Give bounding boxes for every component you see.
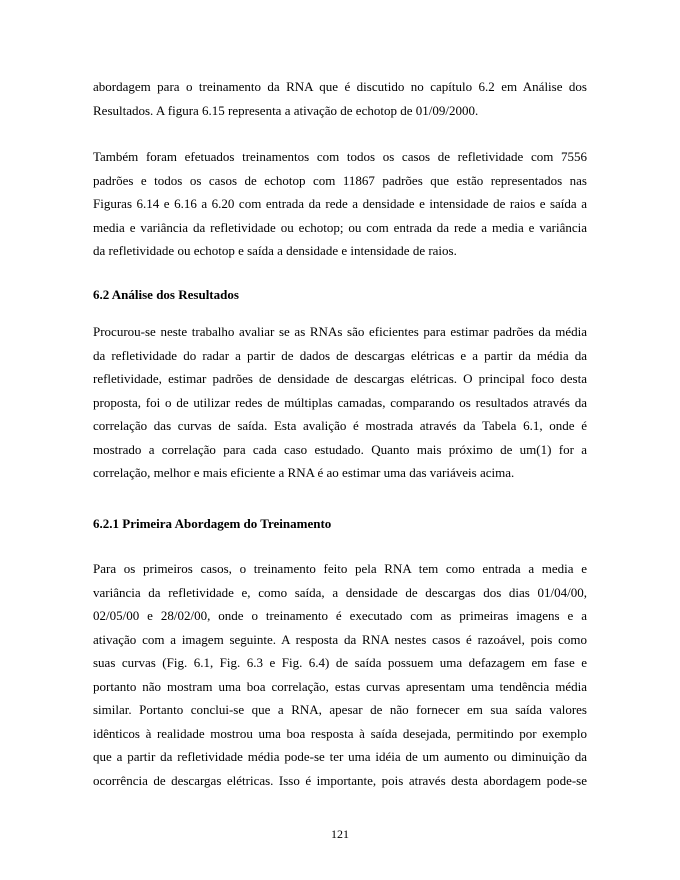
paragraph-1	[93, 75, 587, 122]
section-heading: 6.2 Análise dos Resultados	[93, 287, 239, 302]
paragraph-2	[93, 145, 587, 263]
text-line: ativação com a imagem seguinte. A resposta da RNA nestes casos é razoável, pois como	[93, 631, 587, 647]
text-line: variância da refletividade e, como saída, a densidade de descargas dos dias 01/04/00,	[93, 584, 587, 600]
text-line: correlação das curvas de saída. Esta avalição é mostrada através da Tabela 6.1, onde é	[93, 418, 587, 433]
paragraph-4	[93, 557, 587, 792]
subsection-heading: 6.2.1 Primeira Abordagem do Treinamento	[93, 516, 332, 531]
text-line: abordagem para o treinamento da RNA que é discutido no capítulo 6.2 em Análise dos	[93, 79, 587, 94]
text-line: que a partir da refletividade média pode-se ter uma idéia de um aumento ou diminuição da	[93, 749, 587, 764]
document-page	[93, 0, 587, 880]
page-number: 121	[331, 827, 349, 841]
text-line: media e variância da refletividade ou echotop; ou com entrada da rede a media e variância	[93, 219, 587, 235]
text-line: da refletividade do radar a partir de dados de descargas elétricas e a partir da média da	[93, 347, 587, 363]
text-line: 02/05/00 e 28/02/00, onde o treinamento é executado com as primeiras imagens e a	[93, 608, 587, 623]
text-line: suas curvas (Fig. 6.1, Fig. 6.3 e Fig. 6.4) de saída possuem uma defazagem em fase e	[93, 655, 587, 670]
text-line: Resultados. A figura 6.15 representa a ativação de echotop de 01/09/2000.	[93, 102, 479, 118]
paragraph-3	[93, 320, 587, 485]
text-line: similar. Portanto conclui-se que a RNA, apesar de não fornecer em sua saída valores	[93, 702, 587, 717]
text-line: da refletividade ou echotop e saída a densidade e intensidade de raios.	[93, 243, 457, 258]
text-line: refletividade, estimar padrões de densidade de descargas elétricas. O principal foco desta	[93, 371, 587, 386]
text-line: portanto não mostram uma boa correlação, estas curvas apresentam uma tendência média	[93, 678, 587, 694]
text-line: Procurou-se neste trabalho avaliar se as RNAs são eficientes para estimar padrões da média	[93, 324, 587, 339]
text-line: padrões e todos os casos de echotop com 11867 padrões que estão representados nas	[93, 172, 587, 188]
text-line: ocorrência de descargas elétricas. Isso é importante, pois através desta abordagem pode-se	[93, 772, 587, 788]
text-line: Para os primeiros casos, o treinamento feito pela RNA tem como entrada a media e	[93, 561, 587, 576]
text-line: mostrado a correlação para cada caso estudado. Quanto mais próximo de um(1) for a	[93, 441, 587, 457]
text-line: Também foram efetuados treinamentos com todos os casos de refletividade com 7556	[93, 149, 587, 164]
text-line: Figuras 6.14 e 6.16 a 6.20 com entrada da rede a densidade e intensidade de raios e saída a	[93, 196, 587, 211]
text-line: correlação, melhor e mais eficiente a RNA é ao estimar uma das variáveis acima.	[93, 465, 515, 480]
text-line: idênticos à realidade mostrou uma boa resposta à saída desejada, permitindo por exemplo	[93, 725, 587, 741]
text-line: proposta, foi o de utilizar redes de múltiplas camadas, comparando os resultados através da	[93, 394, 587, 410]
